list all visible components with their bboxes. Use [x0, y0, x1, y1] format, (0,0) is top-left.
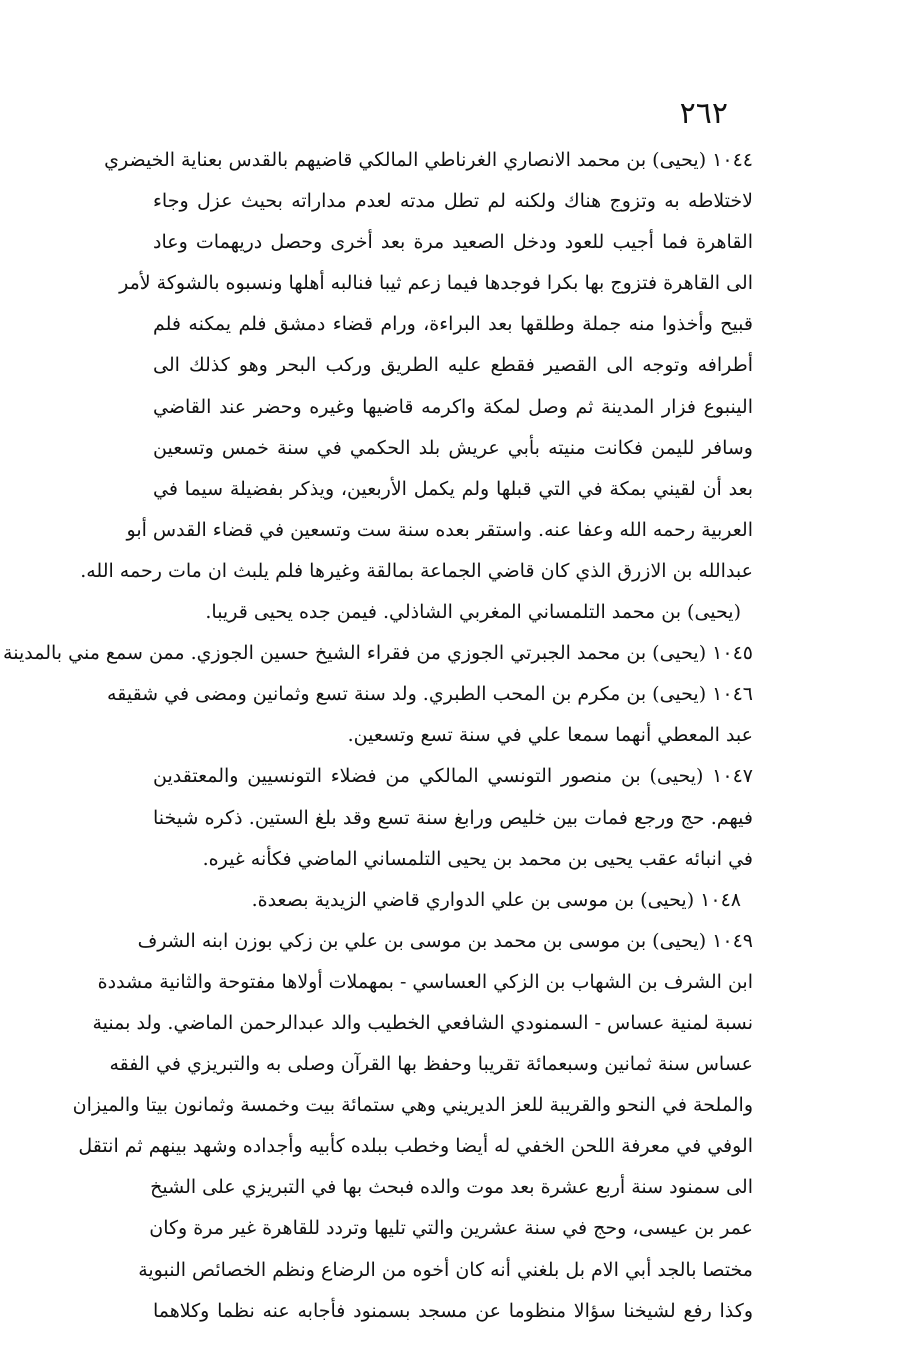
text-line: لاختلاطه به وتزوج هناك ولكنه لم تطل مدته لعدم مداراته بحيث عزل وجاء — [153, 190, 753, 213]
text-line: قبيح وأخذوا منه جملة وطلقها بعد البراءة، ورام قضاء دمشق فلم يمكنه فلم — [153, 313, 753, 336]
text-line: وسافر لليمن فكانت منيته بأبي عريش بلد الحكمي في سنة خمس وتسعين — [153, 436, 753, 459]
text-line: القاهرة فما أجيب للعود ودخل الصعيد مرة بعد أخرى وحصل دريهمات وعاد — [153, 231, 753, 254]
text-line-entry-1049: ١٠٤٩ (يحيى) بن موسى بن محمد بن موسى بن علي بن زكي بوزن ابنه الشرف — [137, 929, 753, 952]
text-line-entry-1046: ١٠٤٦ (يحيى) بن مكرم بن المحب الطبري. ولد سنة تسع وثمانين ومضى في شقيقه — [107, 683, 753, 706]
text-line: الى سمنود سنة أربع عشرة بعد موت والده فبحث بها في التبريزي على الشيخ — [150, 1176, 753, 1199]
text-line-entry-1047: ١٠٤٧ (يحيى) بن منصور التونسي المالكي من فضلاء التونسيين والمعتقدين — [153, 765, 753, 788]
text-line: بعد أن لقيني بمكة في التي قبلها ولم يكمل الأربعين، ويذكر بفضيلة سيما في — [153, 477, 753, 500]
text-line: فيهم. حج ورجع فمات بين خليص ورابغ سنة تسع وقد بلغ الستين. ذكره شيخنا — [153, 806, 753, 829]
text-line: مختصا بالجد أبي الام بل بلغني أنه كان أخوه من الرضاع ونظم الخصائص النبوية — [138, 1258, 753, 1281]
text-line-entry-1045: ١٠٤٥ (يحيى) بن محمد الجبرتي الجوزي من فقراء الشيخ حسين الجوزي. ممن سمع مني بالمدينة — [3, 642, 753, 665]
text-line: عمر بن عيسى، وحج في سنة عشرين والتي تليها وتردد للقاهرة غير مرة وكان — [149, 1217, 753, 1240]
text-line-entry-1044: ١٠٤٤ (يحيى) بن محمد الانصاري الغرناطي المالكي قاضيهم بالقدس بعناية الخيضري — [104, 149, 753, 171]
text-line: العربية رحمه الله وعفا عنه. واستقر بعده سنة ست وتسعين في قضاء القدس أبو — [126, 518, 753, 541]
page-number: ٢٦٢ — [679, 96, 728, 131]
text-line: وكذا رفع لشيخنا سؤالا منظوما عن مسجد بسمنود فأجابه عنه نظما وكلاهما — [153, 1299, 753, 1322]
text-line: أطرافه وتوجه الى القصير فقطع عليه الطريق وركب البحر وهو كذلك الى — [153, 354, 753, 377]
text-line: والملحة في النحو والقريبة للعز الديريني وهي ستمائة بيت وخمسة وثمانون بيتا والميزان — [72, 1094, 753, 1117]
text-line: عساس سنة ثمانين وسبعمائة تقريبا وحفظ بها القرآن وصلى به والتبريزي في الفقه — [109, 1053, 753, 1076]
text-line: عبد المعطي أنهما سمعا علي في سنة تسع وتسعين. — [347, 724, 753, 747]
text-line: نسبة لمنية عساس - السمنودي الشافعي الخطيب والد عبدالرحمن الماضي. ولد بمنية — [92, 1011, 753, 1034]
text-line: الوفي في معرفة اللحن الخفي له أيضا وخطب ببلده كأبيه وأجداده وشهد بينهم ثم انتقل — [78, 1135, 753, 1158]
text-line-entry-1048: ١٠٤٨ (يحيى) بن موسى بن علي الدواري قاضي الزيدية بصعدة. — [251, 888, 741, 911]
text-line: في انبائه عقب يحيى بن محمد بن يحيى التلمساني الماضي فكأنه غيره. — [202, 847, 753, 870]
text-line: عبدالله بن الازرق الذي كان قاضي الجماعة بمالقة وغيرها فلم يلبث ان مات رحمه الله. — [80, 559, 753, 582]
text-line: ابن الشرف بن الشهاب بن الزكي العساسي - بمهملات أولاها مفتوحة والثانية مشددة — [97, 970, 753, 993]
text-line: الى القاهرة فتزوج بها بكرا فوجدها فيما زعم ثيبا فنالبه أهلها ونسبوه بالشوكة لأمر — [119, 272, 753, 295]
biography-text-block — [3, 140, 753, 1332]
text-line-cross-reference: (يحيى) بن محمد التلمساني المغربي الشاذلي. فيمن جده يحيى قريبا. — [205, 601, 741, 624]
text-line: الينبوع فزار المدينة ثم وصل لمكة واكرمه قاضيها وغيره وحضر عند القاضي — [153, 395, 753, 418]
